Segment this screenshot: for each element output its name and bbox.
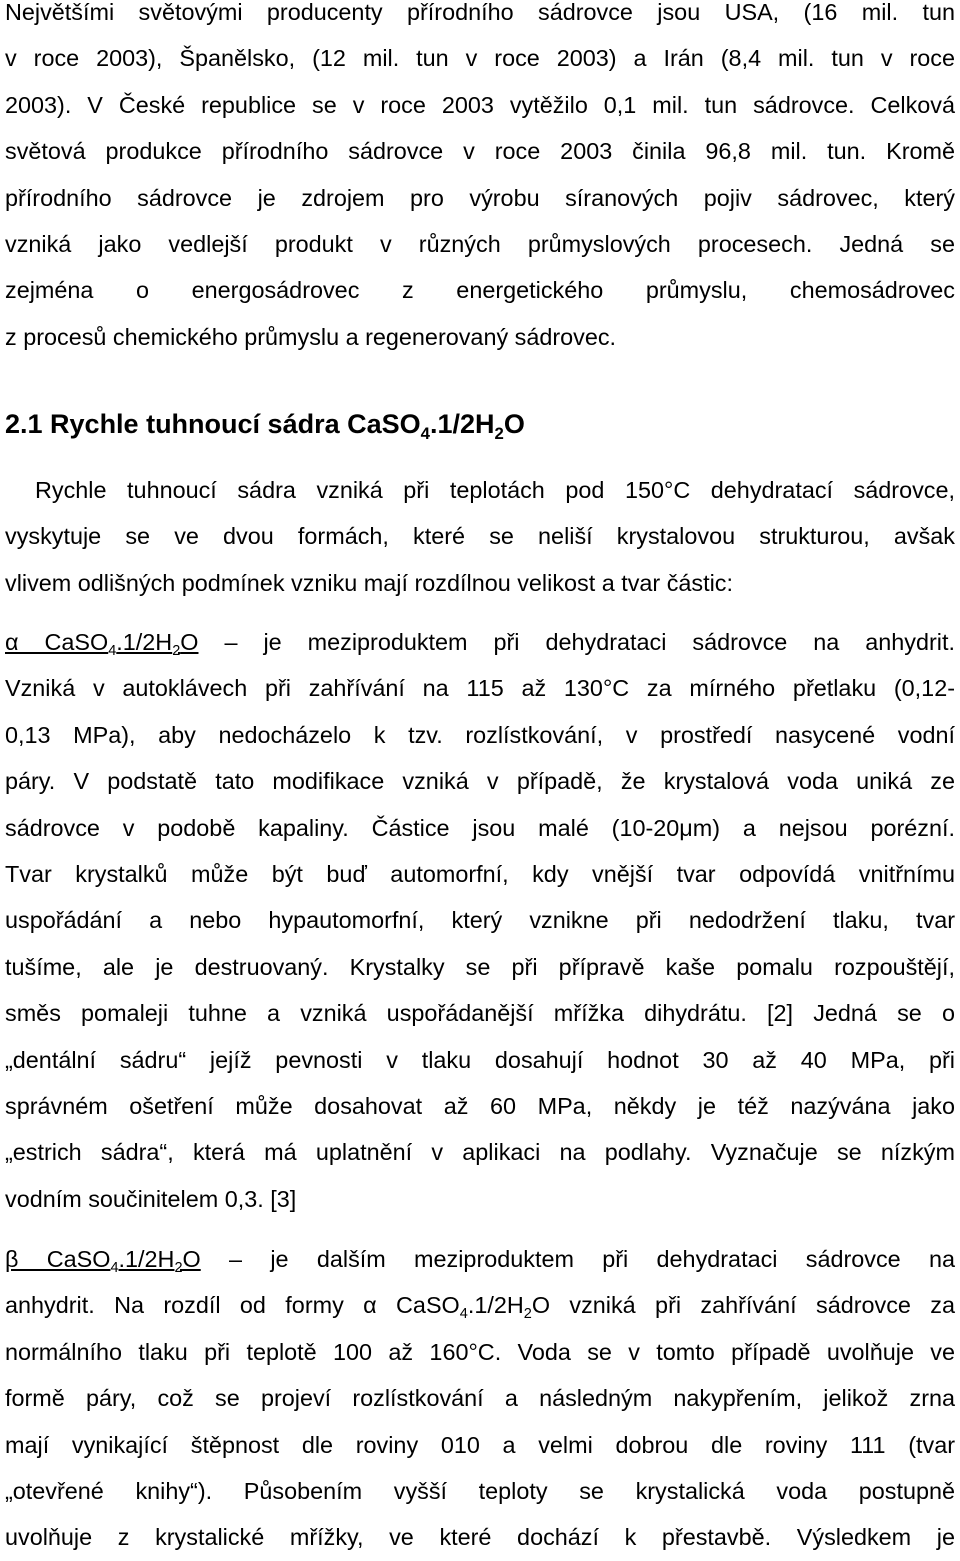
text-line: uvolňuje z krystalické mřížky, ve které dochází k přestavbě. Výsledkem je xyxy=(5,1524,955,1551)
text-line: tušíme, ale je destruovaný. Krystalky se při přípravě kaše pomalu rozpouštějí, xyxy=(5,953,955,980)
subscript: 2 xyxy=(494,423,504,443)
text-line: přírodního sádrovce je zdrojem pro výrobu síranových pojiv sádrovec, který xyxy=(5,184,955,211)
subscript: 4 xyxy=(420,423,430,443)
text-line: světová produkce přírodního sádrovce v roce 2003 činila 96,8 mil. tun. Kromě xyxy=(5,138,955,165)
text-line: Vzniká v autoklávech při zahřívání na 115 až 130°C za mírného přetlaku (0,12- xyxy=(5,675,955,702)
text-line: normálního tlaku při teplotě 100 až 160°C. Voda se v tomto případě uvolňuje ve xyxy=(5,1338,955,1365)
text-line: Rychle tuhnoucí sádra vzniká při teplotách pod 150°C dehydratací sádrovce, xyxy=(35,477,955,503)
section-intro-paragraph xyxy=(5,467,955,606)
heading-text: 2.1 Rychle tuhnoucí sádra CaSO xyxy=(5,409,421,439)
text-line: správném ošetření může dosahovat až 60 MPa, někdy je též nazývána jako xyxy=(5,1092,955,1119)
text-line: uspořádání a nebo hypautomorfní, který vznikne při nedodržení tlaku, tvar xyxy=(5,907,955,934)
text-line: mají vynikající štěpnost dle roviny 010 a velmi dobrou dle roviny 111 (tvar xyxy=(5,1431,955,1458)
heading-text: .1/2H xyxy=(429,409,495,439)
text-line: formě páry, což se projeví rozlístkování a následným nakypřením, jelikož zrna xyxy=(5,1385,955,1412)
section-heading xyxy=(5,404,525,444)
text-line: α $CaSO_4.1/2H_2O$ – je meziproduktem při dehydrataci sádrovce na anhydrit. xyxy=(5,629,955,660)
text-line: „estrich sádra“, která má uplatnění v aplikaci na podlahy. Vyznačuje se nízkým xyxy=(5,1139,955,1166)
text-line: v roce 2003), Španělsko, (12 mil. tun v roce 2003) a Irán (8,4 mil. tun v roce xyxy=(5,45,955,72)
text-line: vyskytuje se ve dvou formách, které se neliší krystalovou strukturou, avšak xyxy=(5,523,955,550)
alpha-form-paragraph xyxy=(5,619,955,1222)
text-line: z procesů chemického průmyslu a regenerovaný sádrovec. xyxy=(5,323,617,350)
intro-paragraph xyxy=(5,0,955,360)
beta-term: β $CaSO_4.1/2H_2O$ xyxy=(5,1246,201,1277)
heading-text: O xyxy=(503,409,525,439)
text-line: sádrovce v podobě kapaliny. Částice jsou malé (10-20μm) a nejsou porézní. xyxy=(5,814,955,841)
text-line: anhydrit. Na rozdíl od formy α $CaSO_4.1/2H_2O$ vzniká při zahřívání sádrovce za xyxy=(5,1292,955,1323)
text-line: vlivem odlišných podmínek vzniku mají rozdílnou velikost a tvar částic: xyxy=(5,569,733,596)
text-line: „otevřené knihy“). Působením vyšší teploty se krystalická voda postupně xyxy=(5,1477,955,1504)
text-line: 0,13 MPa), aby nedocházelo k tzv. rozlístkování, v prostředí nasycené vodní xyxy=(5,721,955,748)
text-line: Největšími světovými producenty přírodního sádrovce jsou USA, (16 mil. tun xyxy=(5,0,955,25)
text-line: směs pomaleji tuhne a vzniká uspořádanější mřížka dihydrátu. [2] Jedná se o xyxy=(5,1000,955,1027)
text-line: zejména o energosádrovec z energetického průmyslu, chemosádrovec xyxy=(5,277,955,304)
text-line: 2003). V České republice se v roce 2003 vytěžilo 0,1 mil. tun sádrovce. Celková xyxy=(5,91,955,118)
text-line: Tvar krystalků může být buď automorfní, kdy vnější tvar odpovídá vnitřnímu xyxy=(5,860,955,887)
alpha-term: α $CaSO_4.1/2H_2O$ xyxy=(5,629,199,660)
text-line: β $CaSO_4.1/2H_2O$ – je dalším meziproduktem při dehydrataci sádrovce na xyxy=(5,1246,955,1277)
beta-form-paragraph xyxy=(5,1236,955,1561)
text-line: vzniká jako vedlejší produkt v různých průmyslových procesech. Jedná se xyxy=(5,230,955,257)
text-line: vodním součinitelem 0,3. [3] xyxy=(5,1185,297,1212)
text-line: páry. V podstatě tato modifikace vzniká v případě, že krystalová voda uniká ze xyxy=(5,768,955,795)
text-line: „dentální sádru“ jejíž pevnosti v tlaku dosahují hodnot 30 až 40 MPa, při xyxy=(5,1046,955,1073)
